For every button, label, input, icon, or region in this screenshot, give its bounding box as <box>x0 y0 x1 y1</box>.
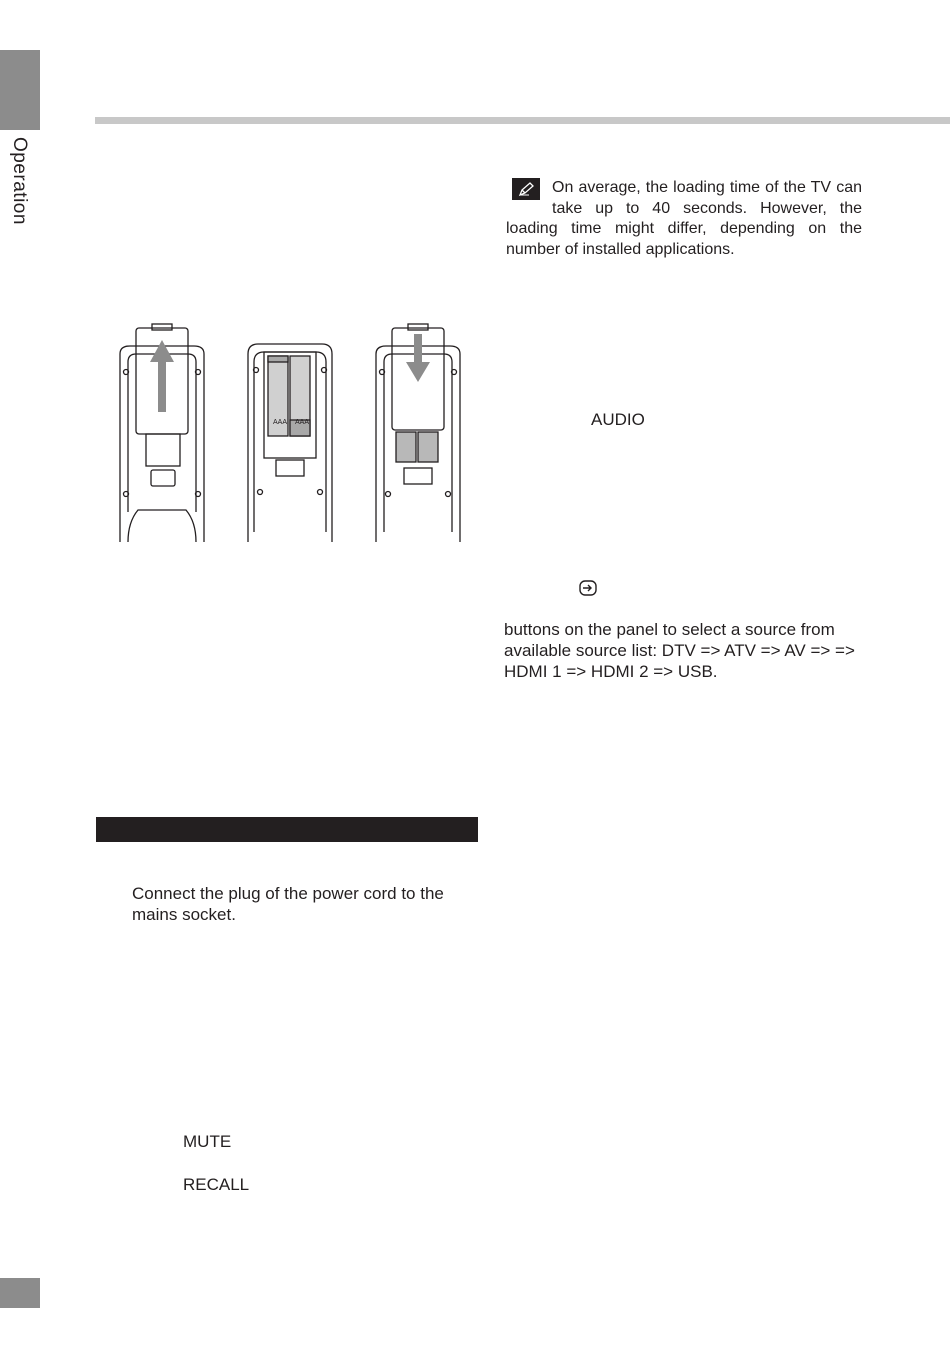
section-label: Operation <box>9 137 30 225</box>
mute-label: MUTE <box>183 1132 232 1151</box>
input-source-icon <box>578 579 598 597</box>
recall-label: RECALL <box>183 1175 250 1194</box>
slide-close-arrow-icon <box>406 334 430 382</box>
battery-label-2: AAA <box>295 419 310 426</box>
note-text: On average, the loading time of the TV can take up to 40 seconds. However, the loading time might differ, depending on the number of installed applications. <box>506 179 862 258</box>
source-selection-text: buttons on the panel to select a source from available source list: DTV => ATV => AV => => HDMI 1 => HDMI 2 => USB. <box>504 620 855 681</box>
power-connection-text: Connect the plug of the power cord to the mains socket. <box>132 884 444 924</box>
header-rule <box>95 117 950 124</box>
audio-label: AUDIO <box>591 410 645 429</box>
slide-open-arrow-icon <box>150 340 174 412</box>
section-tab <box>0 50 40 130</box>
battery-label-1: AAA <box>273 419 288 426</box>
remote-batteries <box>248 344 332 542</box>
loading-time-note <box>506 178 862 260</box>
section-heading-bar <box>96 817 478 842</box>
pencil-note-icon <box>512 178 540 200</box>
page-number-box <box>0 1278 40 1308</box>
battery-installation-figure <box>118 322 463 544</box>
